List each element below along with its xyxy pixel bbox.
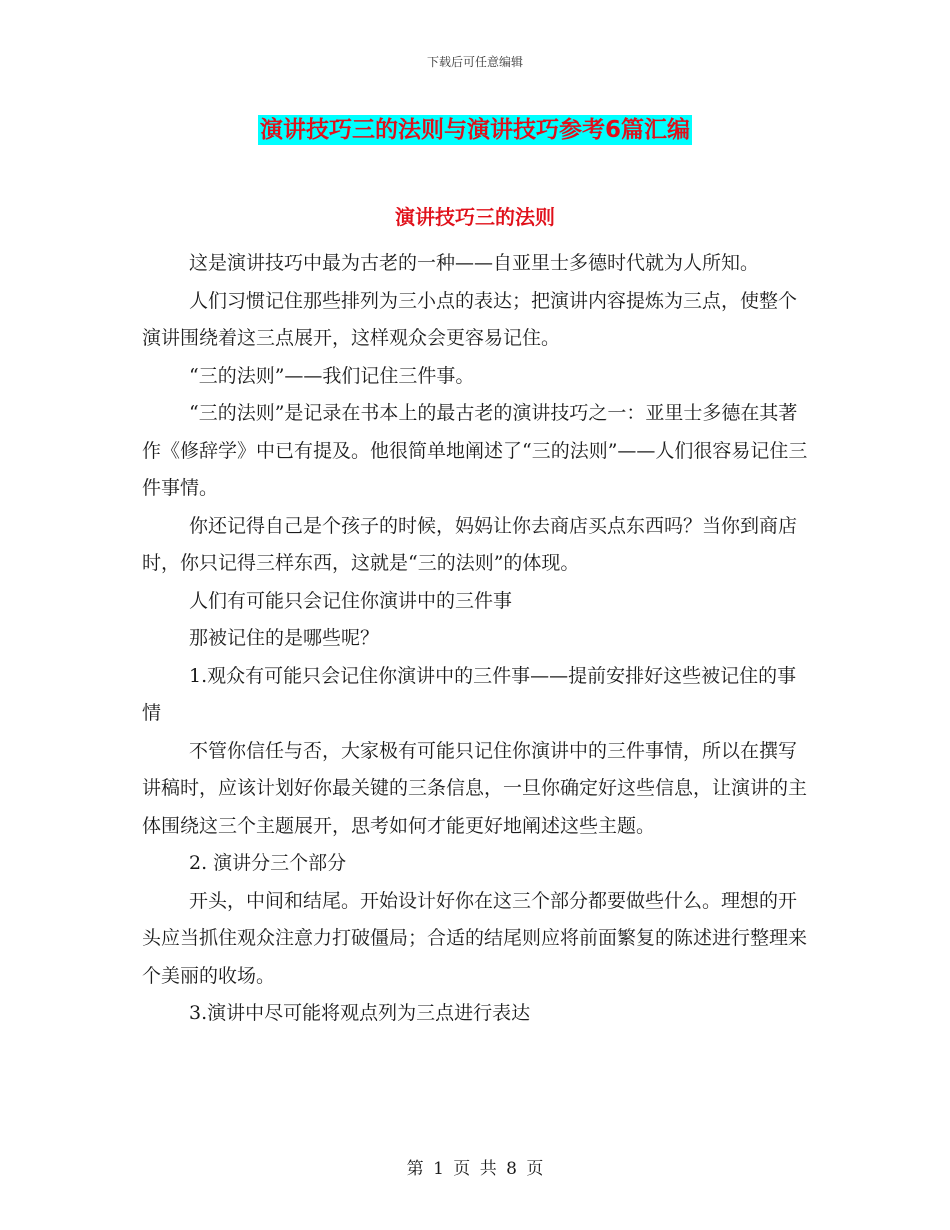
body-text	[142, 245, 814, 1033]
paragraph: 你还记得自己是个孩子的时候，妈妈让你去商店买点东西吗？当你到商店时，你只记得三样东西，这就是“三的法则”的体现。	[142, 514, 798, 574]
paragraph: 开头，中间和结尾。开始设计好你在这三个部分都要做些什么。理想的开头应当抓住观众注意力打破僵局；合适的结尾则应将前面繁复的陈述进行整理来个美丽的收场。	[142, 889, 808, 987]
paragraph: 不管你信任与否，大家极有可能只记住你演讲中的三件事情，所以在撰写讲稿时，应该计划好你最关键的三条信息，一旦你确定好这些信息，让演讲的主体围绕这三个主题展开，思考如何才能更好地阐述这些主题。	[142, 739, 808, 837]
page-footer: 第 1 页 共 8 页	[406, 1159, 544, 1179]
header-note: 下载后可任意编辑	[426, 55, 523, 69]
paragraph: 这是演讲技巧中最为古老的一种——自亚里士多德时代就为人所知。	[189, 252, 760, 274]
section-title: 演讲技巧三的法则	[395, 205, 555, 229]
paragraph: 那被记住的是哪些呢？	[189, 627, 380, 649]
paragraph: 人们有可能只会记住你演讲中的三件事	[189, 589, 513, 612]
paragraph: 人们习惯记住那些排列为三小点的表达；把演讲内容提炼为三点，使整个演讲围绕着这三点展开，这样观众会更容易记住。	[142, 289, 798, 349]
document-title-text: 演讲技巧三的法则与演讲技巧参考6篇汇编	[259, 117, 690, 143]
paragraph: “三的法则”——我们记住三件事。	[189, 364, 475, 387]
paragraph: “三的法则”是记录在书本上的最古老的演讲技巧之一：亚里士多德在其著作《修辞学》中已有提及。他很简单地阐述了“三的法则”——人们很容易记住三件事情。	[142, 402, 808, 499]
paragraph: 2. 演讲分三个部分	[189, 852, 347, 874]
paragraph: 3.演讲中尽可能将观点列为三点进行表达	[189, 1002, 531, 1024]
document-title	[0, 113, 950, 147]
paragraph: 1.观众有可能只会记住你演讲中的三件事——提前安排好这些被记住的事情	[142, 664, 797, 724]
